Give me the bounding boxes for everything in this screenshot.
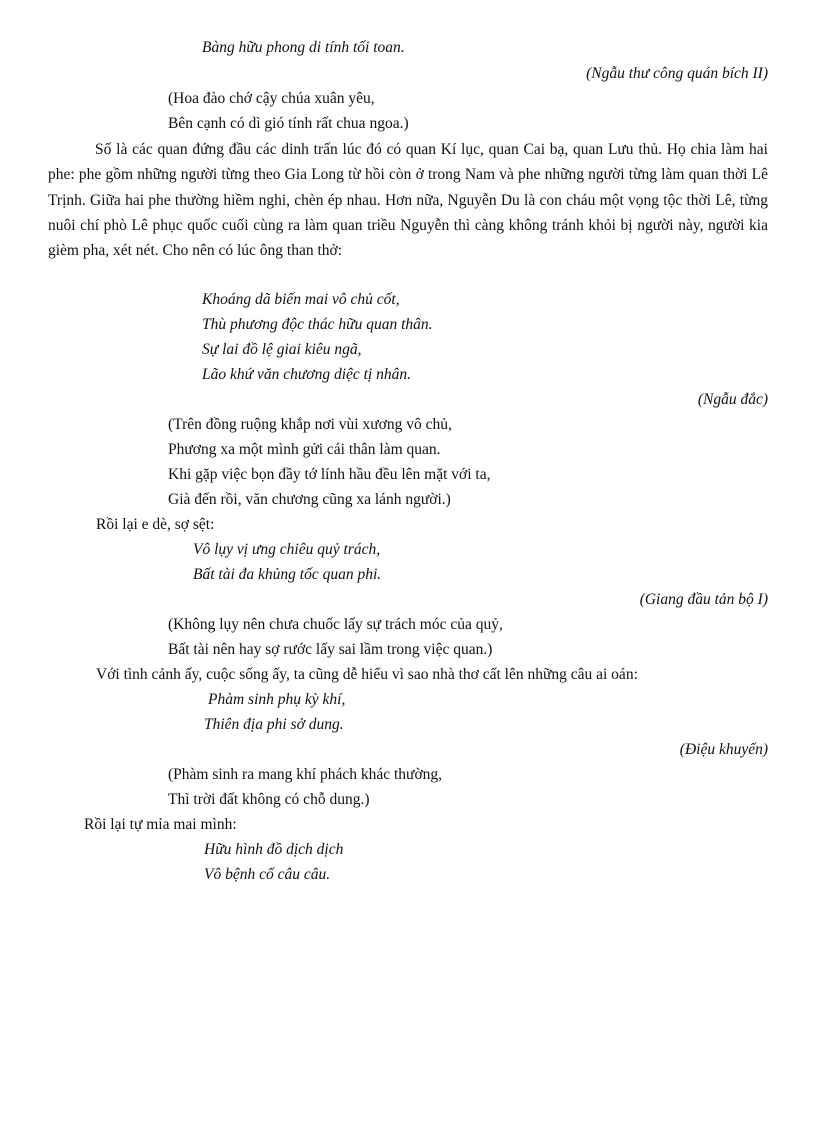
- poem-line: Khoáng dã biến mai vô chủ cốt,: [202, 291, 400, 308]
- poem-line: Sự lai đồ lệ giai kiêu ngã,: [202, 341, 362, 358]
- translation-line: (Không lụy nên chưa chuốc lấy sự trách móc của quỷ,: [168, 616, 503, 633]
- intro-line: Rồi lại tự mỉa mai mình:: [84, 816, 237, 833]
- poem-line: Bàng hữu phong di tính tối toan.: [202, 39, 405, 56]
- translation-line: Thì trời đất không có chỗ dung.): [168, 791, 370, 808]
- poem-source: (Điệu khuyển): [679, 741, 768, 758]
- translation-line: (Hoa đào chớ cậy chúa xuân yêu,: [168, 90, 375, 107]
- poem-line: Thiên địa phi sở dung.: [204, 716, 344, 733]
- poem-source: (Ngẫu đắc): [697, 391, 768, 408]
- translation-line: Già đến rồi, văn chương cũng xa lánh người.): [168, 491, 451, 508]
- body-paragraph: Số là các quan đứng đầu các dinh trấn lúc đó có quan Kí lục, quan Cai bạ, quan Lưu thủ. Họ chia làm hai phe: phe gồm những người từng theo Gia Long từ hồi còn ở trong Nam và phe những người từng làm quan thời Lê Trịnh. Giữa hai phe thường hiềm nghi, chèn ép nhau. Hơn nữa, Nguyễn Du là con cháu một vọng tộc thời Lê, từng nuôi chí phò Lê phục quốc cuối cùng ra làm quan triều Nguyễn thì càng không tránh khỏi bị người này, người kia gièm pha, xét nét. Cho nên có lúc ông than thở:: [48, 141, 768, 260]
- poem-line: Thù phương độc thác hữu quan thân.: [202, 316, 433, 333]
- translation-line: Bất tài nên hay sợ rước lấy sai lầm trong việc quan.): [168, 641, 493, 658]
- poem-line: Bất tài đa khủng tốc quan phi.: [193, 566, 382, 583]
- poem-line: Phàm sinh phụ kỳ khí,: [208, 691, 346, 708]
- intro-line: Với tình cảnh ấy, cuộc sống ấy, ta cũng dễ hiểu vì sao nhà thơ cất lên những câu ai oán:: [96, 666, 638, 683]
- intro-line: Rồi lại e dè, sợ sệt:: [96, 516, 215, 533]
- poem-line: Vô lụy vị ưng chiêu quỷ trách,: [193, 541, 381, 558]
- translation-line: (Phàm sinh ra mang khí phách khác thường,: [168, 766, 443, 783]
- poem-source: (Giang đầu tản bộ I): [639, 591, 768, 608]
- translation-line: Phương xa một mình gửi cái thân làm quan.: [168, 441, 441, 458]
- poem-line: Lão khứ văn chương diệc tị nhân.: [202, 366, 411, 383]
- poem-source: (Ngẫu thư công quán bích II): [586, 65, 768, 82]
- translation-line: (Trên đồng ruộng khắp nơi vùi xương vô chủ,: [168, 416, 452, 433]
- poem-line: Hữu hình đồ dịch dịch: [204, 841, 344, 858]
- translation-line: Khi gặp việc bọn đầy tớ lính hầu đều lên mặt với ta,: [168, 466, 491, 483]
- translation-line: Bên cạnh có dì gió tính rất chua ngoa.): [168, 115, 409, 132]
- poem-line: Vô bệnh cố câu câu.: [204, 866, 331, 883]
